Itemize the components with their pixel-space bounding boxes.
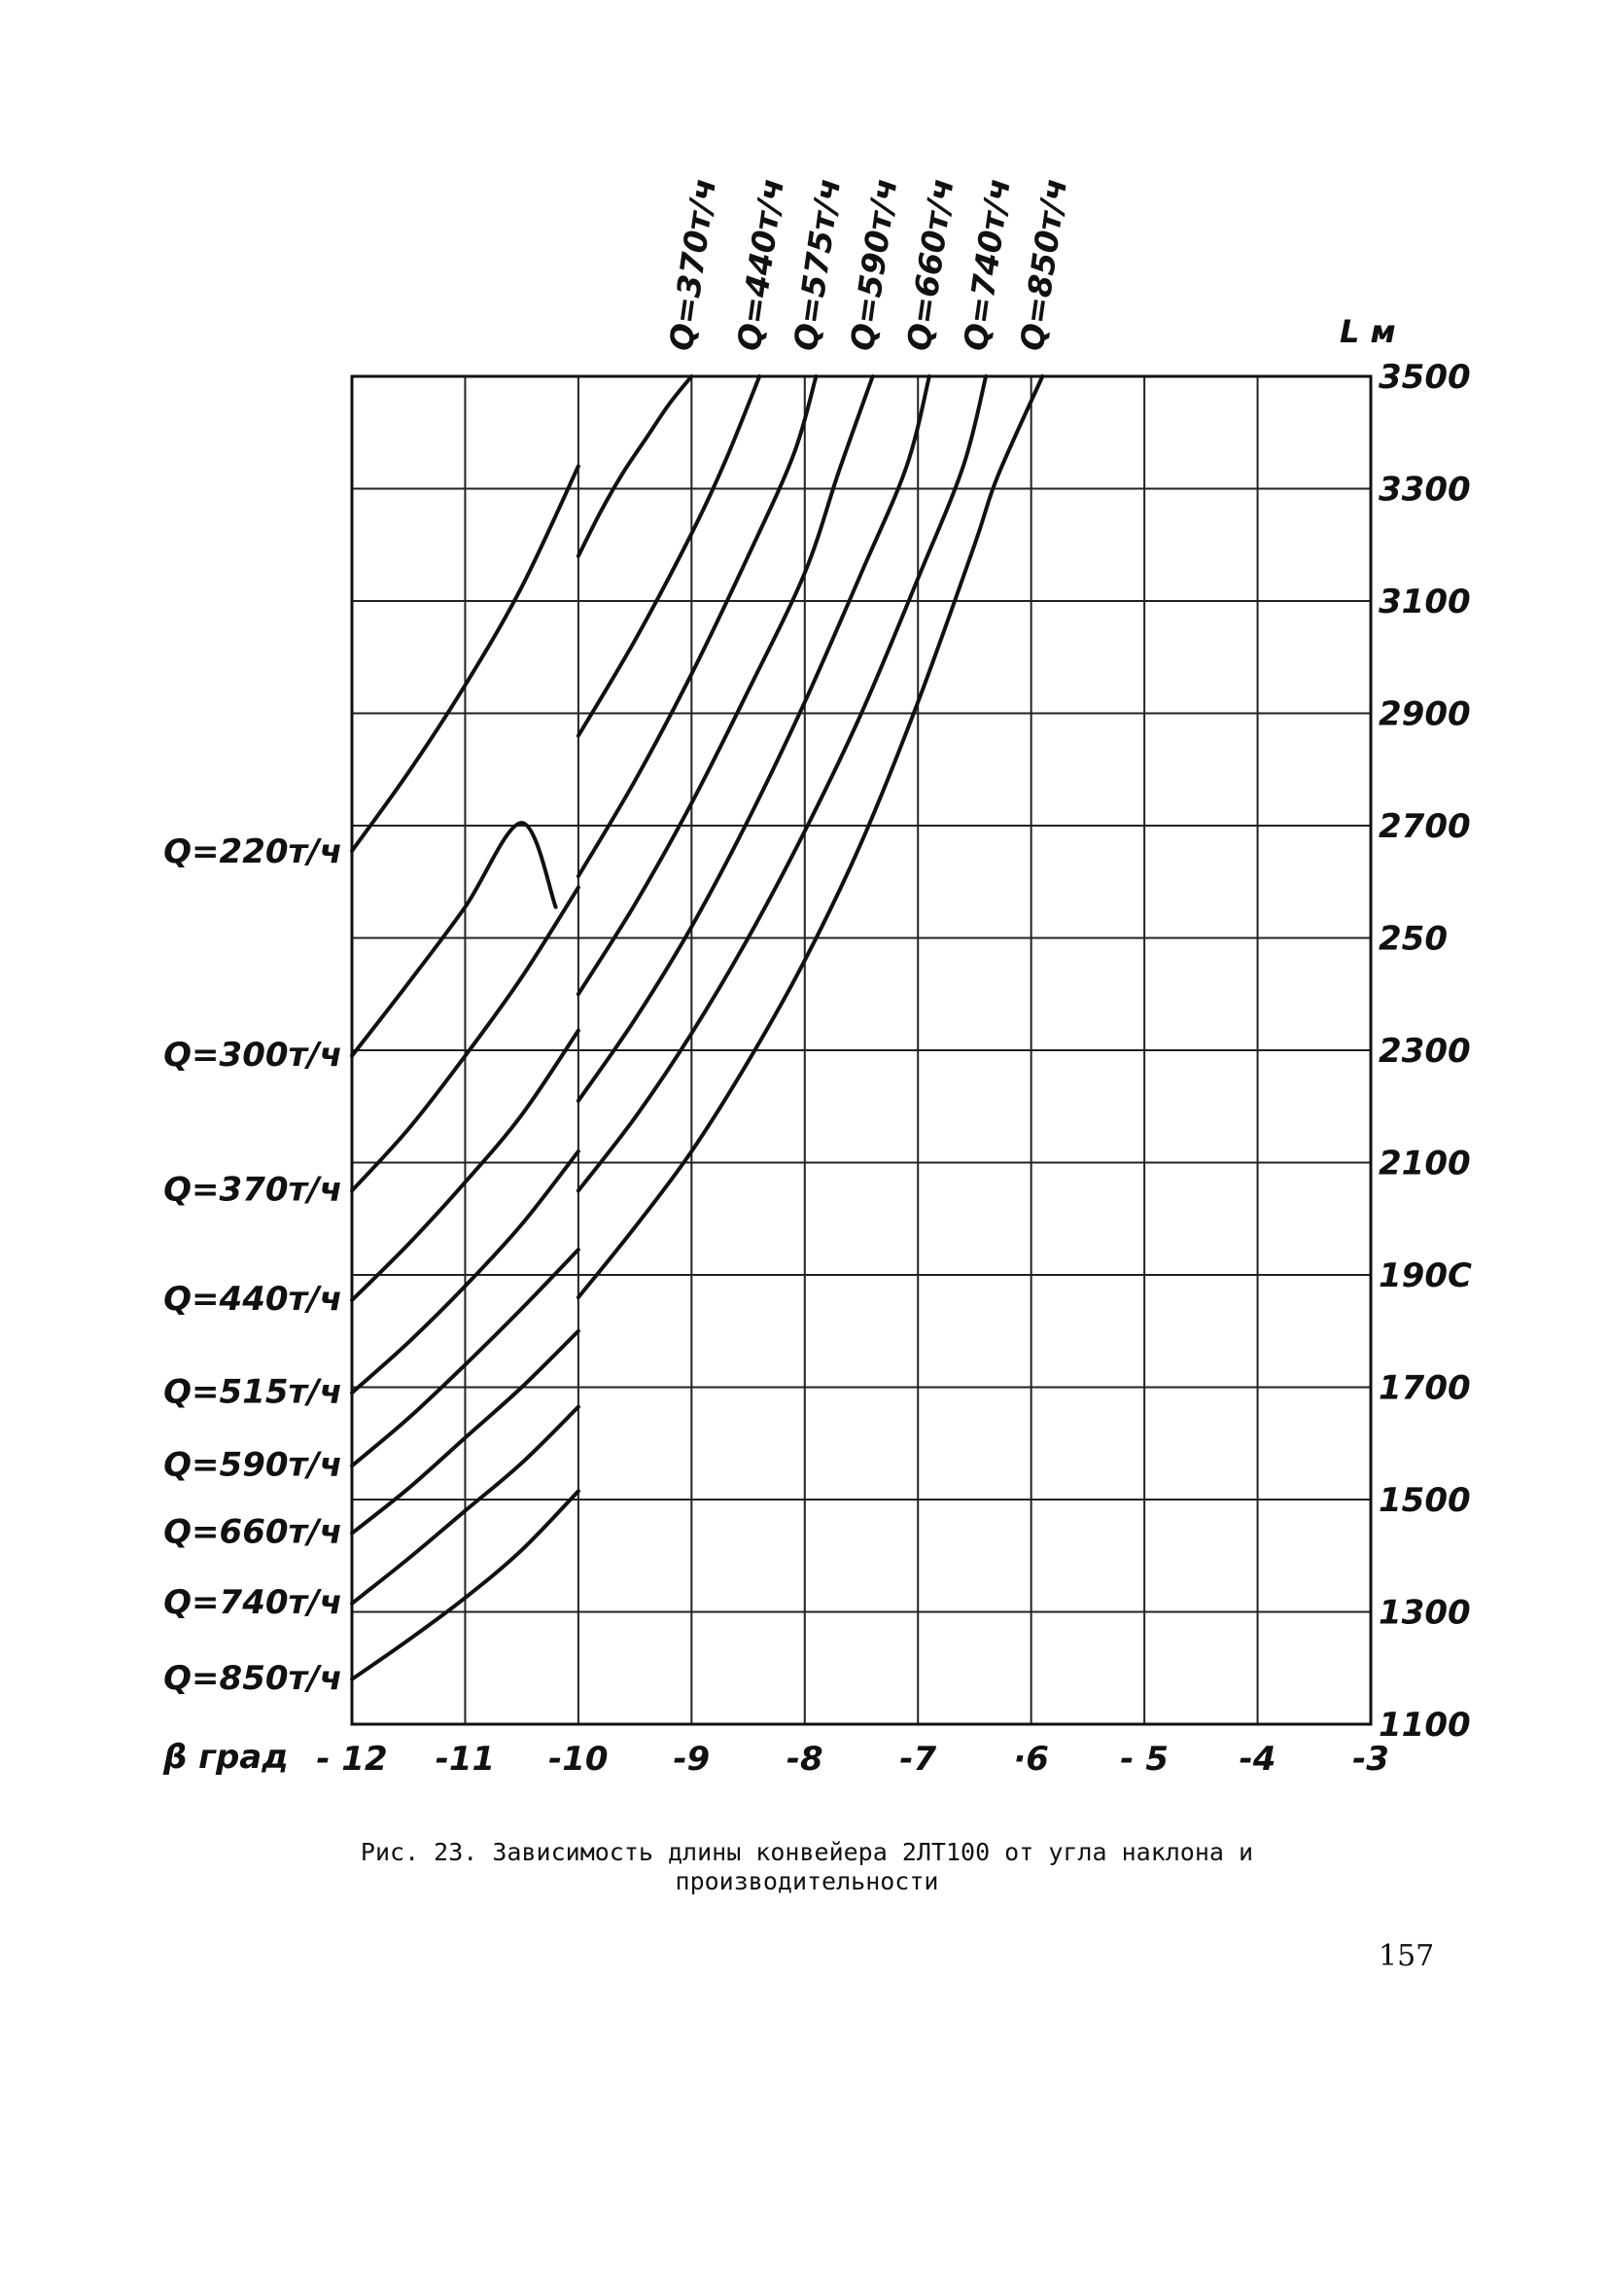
y-tick-label: 3500 — [1379, 358, 1471, 397]
page-number: 157 — [1379, 1939, 1435, 1973]
series-line-right — [578, 376, 759, 736]
y-tick-labels — [1379, 358, 1472, 1745]
caption-line-2: производительности — [675, 1867, 939, 1895]
x-tick-label: -7 — [899, 1740, 937, 1779]
series-line-right — [578, 376, 929, 1101]
left-series-label: Q=850т/ч — [163, 1658, 342, 1698]
x-axis-label: β град — [163, 1738, 289, 1777]
y-tick-label: 3300 — [1379, 470, 1471, 510]
x-tick-label: -9 — [673, 1740, 711, 1779]
y-tick-label: 2100 — [1379, 1144, 1471, 1183]
figure-caption — [243, 1838, 1371, 1896]
top-series-label: Q=660т/ч — [899, 175, 961, 354]
y-tick-label: 3100 — [1379, 583, 1471, 621]
top-series-label: Q=740т/ч — [956, 175, 1018, 354]
x-tick-label: -11 — [435, 1740, 496, 1779]
x-tick-label: -10 — [548, 1740, 609, 1779]
x-tick-label: - 5 — [1120, 1740, 1169, 1779]
top-series-label: Q=590т/ч — [842, 175, 905, 354]
y-tick-label: 1700 — [1379, 1368, 1471, 1408]
y-tick-label: 1100 — [1379, 1706, 1471, 1745]
left-series-label: Q=300т/ч — [163, 1035, 342, 1075]
grid — [352, 376, 1371, 1724]
left-series-labels — [163, 832, 342, 1698]
left-series-label: Q=370т/ч — [163, 1170, 342, 1210]
x-tick-label: -4 — [1239, 1740, 1276, 1779]
caption-line-1: Рис. 23. Зависимость длины конвейера 2ЛТ100 от угла наклона и — [360, 1838, 1254, 1866]
y-tick-label: 1300 — [1379, 1593, 1471, 1633]
left-series-label: Q=660т/ч — [163, 1512, 342, 1552]
y-tick-label: 2900 — [1379, 694, 1471, 734]
left-series-label: Q=740т/ч — [163, 1582, 342, 1622]
y-tick-label: 2300 — [1379, 1032, 1471, 1071]
series-line-right — [578, 376, 986, 1190]
x-tick-label: -8 — [786, 1740, 823, 1779]
x-tick-label: ·6 — [1013, 1740, 1049, 1779]
x-tick-labels — [316, 1740, 1389, 1779]
series-line-left — [352, 823, 556, 1056]
x-tick-label: - 12 — [316, 1740, 388, 1779]
series-line-right — [578, 376, 691, 556]
y-tick-label: 2700 — [1379, 807, 1471, 846]
curves — [352, 376, 1042, 1679]
series-line-right — [578, 376, 1042, 1297]
y-tick-label: 1500 — [1379, 1481, 1471, 1520]
left-series-label: Q=515т/ч — [163, 1372, 342, 1412]
top-series-labels — [662, 176, 1074, 353]
y-tick-label: 250 — [1379, 919, 1448, 959]
left-series-label: Q=590т/ч — [163, 1445, 342, 1485]
y-tick-label: 190C — [1379, 1256, 1472, 1295]
top-series-label: Q=440т/ч — [729, 175, 791, 354]
top-series-label: Q=370т/ч — [661, 175, 724, 354]
top-series-label: Q=850т/ч — [1012, 175, 1075, 354]
x-tick-label: -3 — [1352, 1740, 1389, 1779]
left-series-label: Q=220т/ч — [163, 831, 342, 871]
top-series-label: Q=575т/ч — [786, 175, 849, 354]
series-line-right — [578, 376, 873, 994]
left-series-label: Q=440т/ч — [163, 1279, 342, 1319]
y-axis-label: L м — [1340, 313, 1396, 350]
